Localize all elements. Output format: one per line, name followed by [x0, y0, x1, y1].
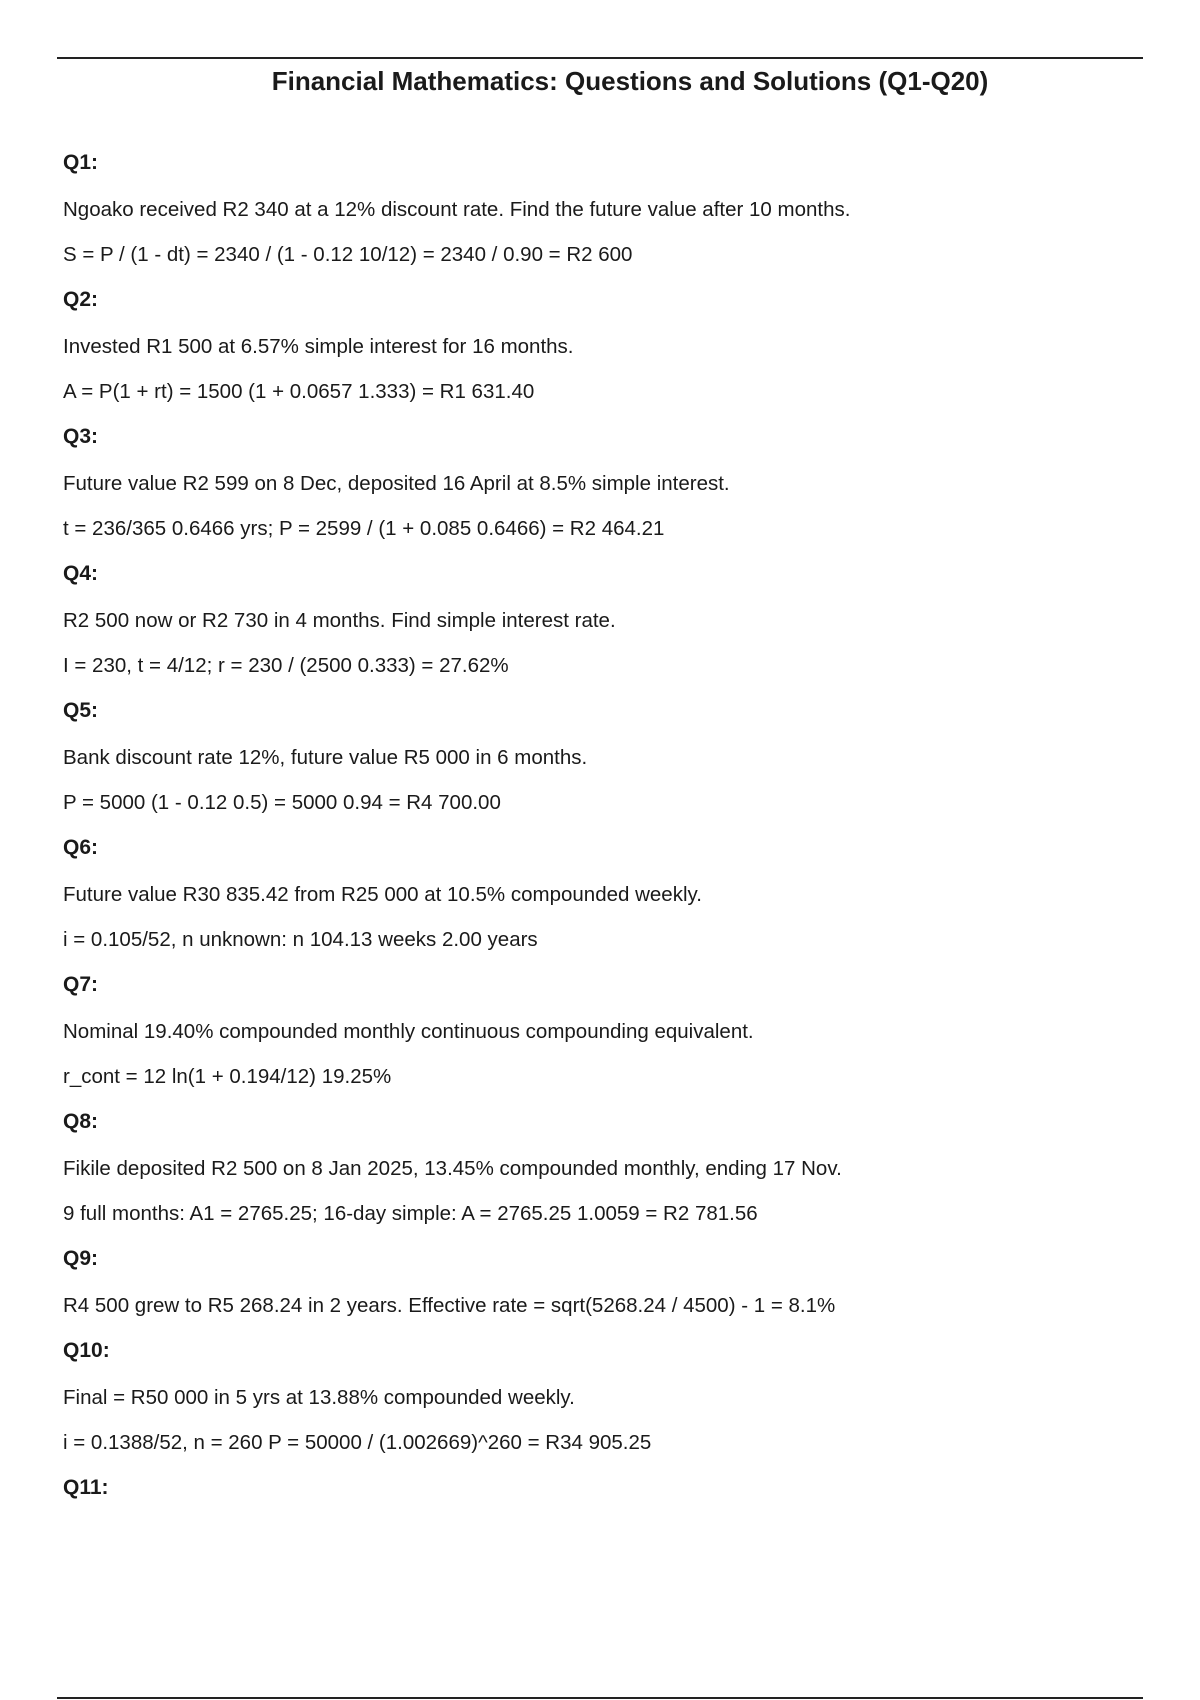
- solution-text: S = P / (1 - dt) = 2340 / (1 - 0.12 10/12) = 2340 / 0.90 = R2 600: [63, 243, 633, 266]
- solution-text: P = 5000 (1 - 0.12 0.5) = 5000 0.94 = R4 700.00: [63, 791, 501, 814]
- page-title: Financial Mathematics: Questions and Solutions (Q1-Q20): [271, 66, 989, 96]
- question-text: R2 500 now or R2 730 in 4 months. Find simple interest rate.: [63, 609, 616, 632]
- question-text: Future value R30 835.42 from R25 000 at 10.5% compounded weekly.: [63, 883, 702, 906]
- question-block: [63, 1338, 1123, 1456]
- question-text: Fikile deposited R2 500 on 8 Jan 2025, 13.45% compounded monthly, ending 17 Nov.: [63, 1157, 842, 1180]
- question-label: Q7:: [63, 973, 99, 996]
- question-block: [63, 287, 1123, 405]
- question-text: Ngoako received R2 340 at a 12% discount rate. Find the future value after 10 months.: [63, 198, 851, 221]
- solution-text: i = 0.105/52, n unknown: n 104.13 weeks 2.00 years: [63, 928, 538, 951]
- question-label: Q10:: [63, 1339, 110, 1362]
- question-text: Bank discount rate 12%, future value R5 000 in 6 months.: [63, 746, 588, 769]
- question-block: [63, 424, 1123, 542]
- question-label: Q6:: [63, 836, 99, 859]
- question-block: [63, 1475, 1123, 1501]
- question-block: [63, 1109, 1123, 1227]
- question-label: Q4:: [63, 562, 99, 585]
- solution-text: t = 236/365 0.6466 yrs; P = 2599 / (1 + 0.085 0.6466) = R2 464.21: [63, 517, 665, 540]
- solution-text: i = 0.1388/52, n = 260 P = 50000 / (1.002669)^260 = R34 905.25: [63, 1431, 652, 1454]
- question-label: Q9:: [63, 1247, 99, 1270]
- question-text: Invested R1 500 at 6.57% simple interest for 16 months.: [63, 335, 574, 358]
- solution-text: I = 230, t = 4/12; r = 230 / (2500 0.333) = 27.62%: [63, 654, 509, 677]
- header-rule: [57, 57, 1143, 59]
- question-label: Q5:: [63, 699, 99, 722]
- question-text: Nominal 19.40% compounded monthly continuous compounding equivalent.: [63, 1020, 754, 1043]
- question-text: Future value R2 599 on 8 Dec, deposited 16 April at 8.5% simple interest.: [63, 472, 730, 495]
- question-text: Final = R50 000 in 5 yrs at 13.88% compounded weekly.: [63, 1386, 575, 1409]
- question-label: Q2:: [63, 288, 99, 311]
- question-text: R4 500 grew to R5 268.24 in 2 years. Effective rate = sqrt(5268.24 / 4500) - 1 = 8.1%: [63, 1294, 836, 1317]
- solution-text: r_cont = 12 ln(1 + 0.194/12) 19.25%: [63, 1065, 392, 1088]
- question-block: [63, 150, 1123, 268]
- question-block: [63, 561, 1123, 679]
- question-block: [63, 972, 1123, 1090]
- questions-list: [63, 150, 1123, 1522]
- solution-text: A = P(1 + rt) = 1500 (1 + 0.0657 1.333) = R1 631.40: [63, 380, 535, 403]
- solution-text: 9 full months: A1 = 2765.25; 16-day simple: A = 2765.25 1.0059 = R2 781.56: [63, 1202, 758, 1225]
- question-block: [63, 1246, 1123, 1319]
- question-block: [63, 835, 1123, 953]
- question-label: Q1:: [63, 151, 99, 174]
- question-label: Q3:: [63, 425, 99, 448]
- question-label: Q11:: [63, 1476, 109, 1499]
- footer-rule: [57, 1697, 1143, 1699]
- question-block: [63, 698, 1123, 816]
- question-label: Q8:: [63, 1110, 99, 1133]
